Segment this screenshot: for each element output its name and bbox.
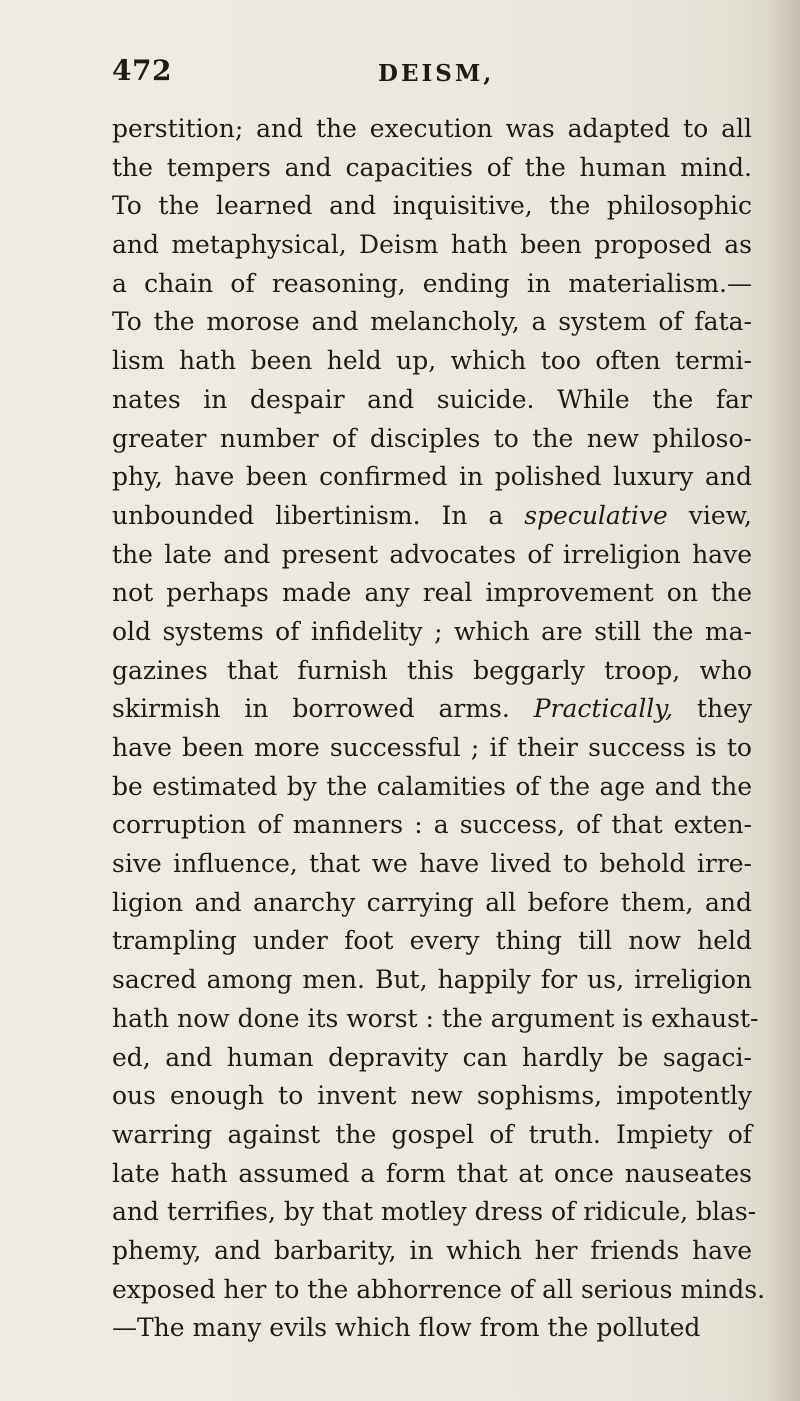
text-line: corruption of manners : a success, of that exten- bbox=[112, 810, 752, 840]
text-line: be estimated by the calamities of the age and the bbox=[112, 771, 752, 801]
text-line: late hath assumed a form that at once nauseates bbox=[112, 1158, 752, 1188]
italic-word: Practically, bbox=[533, 694, 674, 724]
text-line: ous enough to invent new sophisms, impotently bbox=[112, 1081, 752, 1111]
page-edge-shadow bbox=[768, 0, 800, 1401]
text-line: trampling under foot every thing till now held bbox=[112, 926, 752, 956]
page-number: 472 bbox=[112, 54, 172, 87]
text-line: unbounded libertinism. In a speculative view, bbox=[112, 500, 752, 530]
text-line: exposed her to the abhorrence of all serious minds. bbox=[112, 1274, 766, 1304]
text-line: and metaphysical, Deism hath been proposed as bbox=[112, 230, 752, 260]
text-line: lism hath been held up, which too often termi- bbox=[112, 346, 752, 376]
text-line: a chain of reasoning, ending in materialism.— bbox=[112, 268, 752, 298]
text-line: old systems of infidelity ; which are still the ma- bbox=[112, 616, 752, 646]
text-line: hath now done its worst : the argument is exhaust- bbox=[112, 1003, 759, 1033]
text-line: sacred among men. But, happily for us, irreligion bbox=[112, 965, 752, 995]
page-header bbox=[112, 54, 752, 94]
text-line: To the morose and melancholy, a system of fata- bbox=[112, 307, 752, 337]
running-head: DEISM, bbox=[378, 60, 495, 87]
text-line: have been more successful ; if their success is to bbox=[112, 733, 752, 762]
text-line: perstition; and the execution was adapted to all bbox=[112, 114, 752, 143]
text-line: sive influence, that we have lived to behold irre- bbox=[112, 849, 752, 879]
text-line: greater number of disciples to the new philoso- bbox=[112, 423, 752, 453]
body-text bbox=[112, 110, 766, 1348]
text-line: not perhaps made any real improvement on the bbox=[112, 578, 752, 608]
italic-word: speculative bbox=[524, 500, 668, 530]
text-line: nates in despair and suicide. While the far bbox=[112, 384, 752, 414]
text-line: and terrifies, by that motley dress of ridicule, blas- bbox=[112, 1197, 757, 1227]
text-line: the late and present advocates of irreligion have bbox=[112, 539, 752, 569]
text-line: phemy, and barbarity, in which her friends have bbox=[112, 1235, 752, 1265]
text-line: gazines that furnish this beggarly troop, who bbox=[112, 655, 752, 685]
text-line: ligion and anarchy carrying all before them, and bbox=[112, 887, 752, 917]
text-line: To the learned and inquisitive, the philosophic bbox=[112, 191, 752, 221]
text-line: —The many evils which flow from the polluted bbox=[112, 1313, 701, 1343]
text-line: phy, have been confirmed in polished luxury and bbox=[112, 462, 752, 492]
text-line: the tempers and capacities of the human mind. bbox=[112, 152, 752, 182]
text-line: ed, and human depravity can hardly be sagaci- bbox=[112, 1042, 752, 1072]
text-line: skirmish in borrowed arms. Practically, they bbox=[112, 694, 753, 724]
text-line: warring against the gospel of truth. Impiety of bbox=[112, 1119, 752, 1149]
